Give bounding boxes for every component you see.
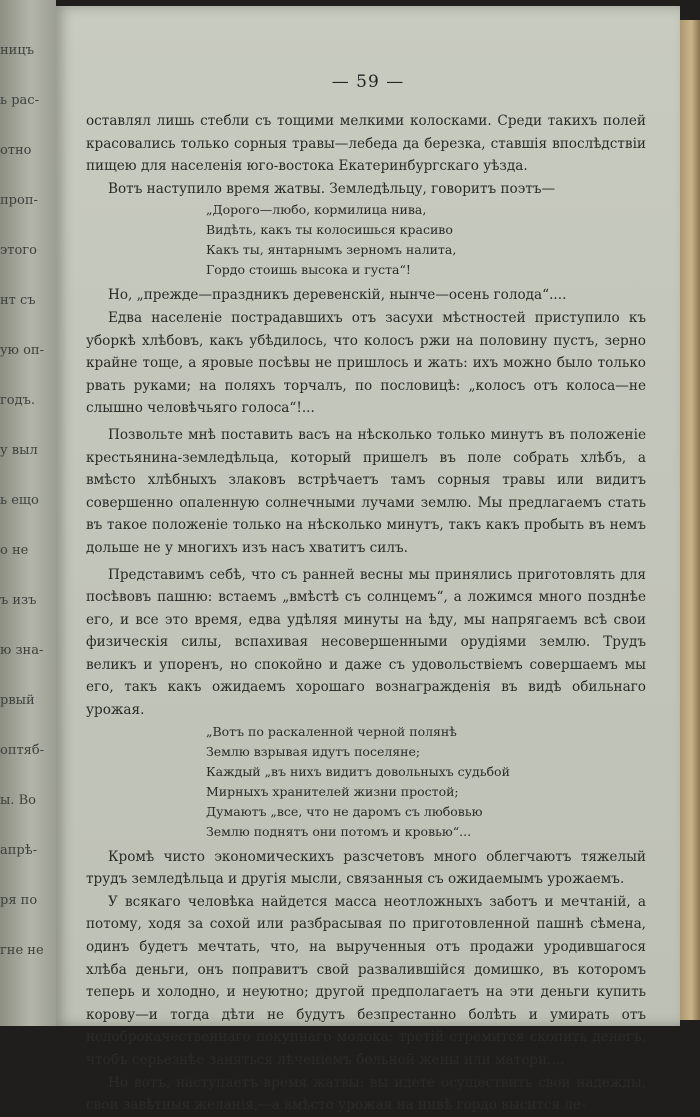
left-page-fragment: ря по — [0, 893, 38, 908]
verse-line: Думаютъ „все, что не даромъ съ любовью — [206, 803, 483, 819]
paragraph: У всякаго человѣка найдется масса неотложныхъ заботъ и мечтаній, а потому, ходя за сохой или разбрасывая по приготовленной пашнѣ сѣмена, одинъ будетъ мечтать, что, на вырученныя отъ продажи уродившагося хлѣба деньги, онъ поправитъ свой развалившійся домишко, въ которомъ теперь и холодно, и неуютно; другой предполагаетъ на эти деньги купить корову—и тогда дѣти не будутъ безпрестанно болѣть и умирать отъ недоброкачественнаго покупнаго молока; третій стремится скопить денегъ, чтобъ серьезнѣе заняться лѣченіемъ больной жены или матери.... — [86, 893, 646, 1068]
verse-line: Землю поднятъ они потомъ и кровью“... — [206, 823, 472, 839]
left-page-fragment: ь рас- — [0, 93, 39, 108]
left-page-fragment: о не — [0, 543, 29, 558]
left-page-fragment: апрѣ- — [0, 843, 37, 858]
left-page-fragment: этого — [0, 243, 37, 258]
left-page-fragment: ь ещо — [0, 493, 39, 508]
paragraph: Вотъ наступило время жатвы. Земледѣльцу, говоритъ поэтъ— — [108, 180, 556, 197]
paragraph: оставлял лишь стебли съ тощими мелкими колосками. Среди такихъ полей красовались только сорныя травы—лебеда да березка, ставшія впослѣдствіи пищею для населенія юго-востока Екатеринбургскаго уѣзда. — [86, 113, 646, 175]
verse-line: „Вотъ по раскаленной черной полянѣ — [206, 723, 457, 739]
paragraph: Но вотъ, наступаетъ время жатвы: вы идете осуществить свои надежды, свои завѣтныя желанія,—а вмѣсто урожая на нивѣ гордо высится ле- — [86, 1074, 646, 1114]
paragraph: Кромѣ чисто экономическихъ разсчетовъ много облегчаютъ тяжелый трудъ земледѣльца и другія мысли, связанныя съ ожидаемымъ урожаемъ. — [86, 848, 646, 888]
verse-line: „Дорого—любо, кормилица нива, — [206, 202, 427, 218]
verse-line: Видѣть, какъ ты колосишься красиво — [206, 222, 453, 238]
book-page — [56, 6, 680, 1114]
verse-line: Землю взрывая идутъ поселяне; — [206, 743, 421, 759]
left-page-fragment: годъ. — [0, 393, 36, 408]
page-body — [86, 110, 646, 1117]
left-page-fragment: гне не — [0, 943, 44, 958]
paragraph: Позвольте мнѣ поставить васъ на нѣсколько только минутъ въ положеніе крестьянина-земледѣльца, который пришелъ въ поле собрать хлѣбъ, а вмѣсто хлѣбныхъ злаковъ встрѣчаетъ тамъ сорныя травы или видитъ совершенно опаленную солнечными лучами землю. Мы предлагаемъ стать въ такое положеніе только на нѣсколько минутъ, такъ какъ пробыть въ немъ дольше не у многихъ изъ насъ хватитъ силъ. — [86, 426, 646, 556]
right-page-edge — [678, 20, 700, 1020]
left-page-fragment: нт съ — [0, 293, 36, 308]
verse-quote — [206, 200, 646, 280]
paragraph: Представимъ себѣ, что съ ранней весны мы принялись приготовлять для посѣвовъ пашню: встаемъ „вмѣстѣ съ солнцемъ“, а ложимся много позднѣе его, и все это время, едва удѣляя минуты на ѣду, мы напрягаемъ всѣ свои физическія силы, вспахивая несовершенными орудіями землю. Трудъ великъ и упоренъ, но спокойно и даже съ удовольствіемъ совершаемъ мы его, такъ какъ ожидаемъ хорошаго вознагражденія въ видѣ обильнаго урожая. — [86, 566, 646, 719]
page-number: — 59 — — [331, 72, 405, 92]
left-page-fragment: ницъ — [0, 43, 34, 58]
left-page-fragment: у выл — [0, 443, 38, 458]
left-page-fragment: ы. Во — [0, 793, 36, 808]
left-page-fragment: рвый — [0, 693, 35, 708]
left-page-fragment: проп- — [0, 193, 38, 208]
verse-line: Мирныхъ хранителей жизни простой; — [206, 783, 459, 799]
left-page-fragment: отно — [0, 143, 32, 158]
left-page-fragment: ю зна- — [0, 643, 44, 658]
verse-quote — [206, 722, 646, 842]
left-page-fragment: ъ изъ — [0, 593, 37, 608]
verse-line: Каждый „въ нихъ видитъ довольныхъ судьбой — [206, 763, 510, 779]
left-page-fragment: ую оп- — [0, 343, 44, 358]
paragraph: Но, „прежде—праздникъ деревенскій, нынче—осень голода“.... — [108, 287, 567, 304]
left-page-fragment: оптяб- — [0, 743, 44, 758]
verse-line: Какъ ты, янтарнымъ зерномъ налита, — [206, 242, 457, 258]
left-page-edge — [0, 0, 56, 1026]
paragraph: Едва населеніе пострадавшихъ отъ засухи мѣстностей приступило къ уборкѣ хлѣбовъ, какъ убѣдилось, что колосъ ржи на половину пустъ, зерно крайне тоще, а яровые посѣвы не пришлось и жать: ихъ можно было только рвать руками; на поляхъ торчалъ, по пословицѣ: „колосъ отъ колоса—не слышно человѣчьяго голоса“!... — [86, 309, 646, 417]
verse-line: Гордо стоишь высока и густа“! — [206, 262, 411, 278]
